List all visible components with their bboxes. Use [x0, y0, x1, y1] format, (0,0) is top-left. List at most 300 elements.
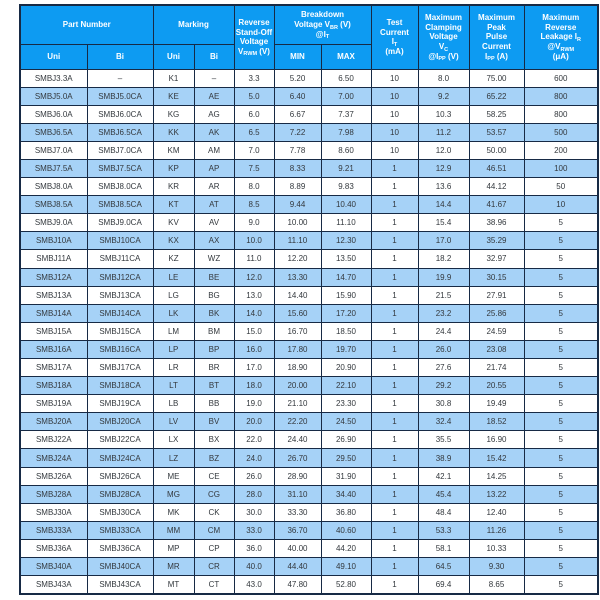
cell: 24.59 — [469, 322, 524, 340]
cell: 14.4 — [418, 196, 469, 214]
test-current-header: Test Current $I_T$ (mA) — [371, 5, 418, 69]
cell: SMBJ43CA — [87, 576, 153, 594]
cell: 5 — [524, 268, 598, 286]
cell: 7.37 — [321, 105, 371, 123]
table-row — [20, 268, 598, 286]
cell: 5 — [524, 250, 598, 268]
cell: 44.20 — [321, 539, 371, 557]
cell: 9.30 — [469, 558, 524, 576]
cell: SMBJ19CA — [87, 395, 153, 413]
cell: 20.0 — [234, 413, 274, 431]
cell: LZ — [153, 449, 194, 467]
cell: 13.30 — [274, 268, 321, 286]
cell: SMBJ6.0A — [20, 105, 87, 123]
cell: 9.0 — [234, 214, 274, 232]
table-row — [20, 413, 598, 431]
cell: 7.5 — [234, 159, 274, 177]
cell: SMBJ7.5CA — [87, 159, 153, 177]
cell: SMBJ43A — [20, 576, 87, 594]
cell: K1 — [153, 69, 194, 87]
cell: 1 — [371, 214, 418, 232]
table-header — [20, 5, 598, 69]
cell: AG — [194, 105, 234, 123]
cell: BP — [194, 340, 234, 358]
cell: 18.0 — [234, 377, 274, 395]
table-row — [20, 69, 598, 87]
cell: BR — [194, 359, 234, 377]
cell: 6.5 — [234, 123, 274, 141]
cell: 7.00 — [321, 87, 371, 105]
cell: SMBJ24A — [20, 449, 87, 467]
cell: LK — [153, 304, 194, 322]
cell: 1 — [371, 232, 418, 250]
cell: 14.0 — [234, 304, 274, 322]
table-row — [20, 539, 598, 557]
cell: 1 — [371, 485, 418, 503]
cell: SMBJ11A — [20, 250, 87, 268]
cell: 8.65 — [469, 576, 524, 594]
cell: 16.70 — [274, 322, 321, 340]
cell: 21.74 — [469, 359, 524, 377]
cell: 6.40 — [274, 87, 321, 105]
cell: 41.67 — [469, 196, 524, 214]
cell: 50.00 — [469, 141, 524, 159]
cell: 14.40 — [274, 286, 321, 304]
cell: 1 — [371, 431, 418, 449]
cell: SMBJ5.0CA — [87, 87, 153, 105]
cell: SMBJ36CA — [87, 539, 153, 557]
cell: 35.29 — [469, 232, 524, 250]
cell: 1 — [371, 467, 418, 485]
cell: 14.70 — [321, 268, 371, 286]
cell: BM — [194, 322, 234, 340]
cell: 19.49 — [469, 395, 524, 413]
cell: 36.80 — [321, 503, 371, 521]
cell: 26.90 — [321, 431, 371, 449]
cell: SMBJ9.0A — [20, 214, 87, 232]
cell: MK — [153, 503, 194, 521]
cell: 10 — [371, 141, 418, 159]
cell: BE — [194, 268, 234, 286]
cell: BT — [194, 377, 234, 395]
cell: AK — [194, 123, 234, 141]
cell: LG — [153, 286, 194, 304]
cell: 40.00 — [274, 539, 321, 557]
cell: 8.0 — [234, 178, 274, 196]
cell: SMBJ8.5A — [20, 196, 87, 214]
cell: 46.51 — [469, 159, 524, 177]
table-row — [20, 449, 598, 467]
part-bi-header: Bi — [87, 44, 153, 69]
cell: 3.3 — [234, 69, 274, 87]
cell: 50 — [524, 178, 598, 196]
cell: 5 — [524, 304, 598, 322]
cell: LR — [153, 359, 194, 377]
cell: 16.90 — [469, 431, 524, 449]
cell: SMBJ14CA — [87, 304, 153, 322]
cell: 5 — [524, 340, 598, 358]
cell: 12.9 — [418, 159, 469, 177]
cell: 27.6 — [418, 359, 469, 377]
table-row — [20, 250, 598, 268]
cell: BG — [194, 286, 234, 304]
table-row — [20, 159, 598, 177]
cell: MT — [153, 576, 194, 594]
cell: AM — [194, 141, 234, 159]
cell: 9.21 — [321, 159, 371, 177]
cell: 11.2 — [418, 123, 469, 141]
cell: 10 — [371, 123, 418, 141]
cell: 10.40 — [321, 196, 371, 214]
cell: SMBJ5.0A — [20, 87, 87, 105]
cell: 44.12 — [469, 178, 524, 196]
cell: SMBJ7.5A — [20, 159, 87, 177]
peak-pulse-current-header: Maximum Peak Pulse Current $I_{PP}$ (A) — [469, 5, 524, 69]
cell: 8.5 — [234, 196, 274, 214]
cell: 42.1 — [418, 467, 469, 485]
cell: 100 — [524, 159, 598, 177]
cell: 1 — [371, 322, 418, 340]
cell: SMBJ17CA — [87, 359, 153, 377]
cell: SMBJ6.5A — [20, 123, 87, 141]
cell: BV — [194, 413, 234, 431]
cell: SMBJ30CA — [87, 503, 153, 521]
cell: 20.00 — [274, 377, 321, 395]
cell: 23.08 — [469, 340, 524, 358]
cell: 58.25 — [469, 105, 524, 123]
spec-table — [19, 4, 599, 595]
cell: SMBJ24CA — [87, 449, 153, 467]
cell: 11.0 — [234, 250, 274, 268]
cell: 52.80 — [321, 576, 371, 594]
cell: 23.30 — [321, 395, 371, 413]
cell: 29.2 — [418, 377, 469, 395]
cell: 1 — [371, 178, 418, 196]
cell: BK — [194, 304, 234, 322]
cell: 13.0 — [234, 286, 274, 304]
cell: SMBJ22CA — [87, 431, 153, 449]
cell: LB — [153, 395, 194, 413]
cell: 8.0 — [418, 69, 469, 87]
cell: 1 — [371, 413, 418, 431]
cell: AX — [194, 232, 234, 250]
cell: 32.97 — [469, 250, 524, 268]
cell: 5 — [524, 322, 598, 340]
cell: 1 — [371, 503, 418, 521]
cell: 1 — [371, 159, 418, 177]
table-row — [20, 485, 598, 503]
cell: MG — [153, 485, 194, 503]
cell: 600 — [524, 69, 598, 87]
cell: 40.60 — [321, 521, 371, 539]
cell: 200 — [524, 141, 598, 159]
cell: 5 — [524, 232, 598, 250]
table-row — [20, 105, 598, 123]
cell: – — [194, 69, 234, 87]
cell: 14.25 — [469, 467, 524, 485]
cell: CM — [194, 521, 234, 539]
cell: AE — [194, 87, 234, 105]
cell: 35.5 — [418, 431, 469, 449]
cell: 5 — [524, 431, 598, 449]
cell: SMBJ7.0CA — [87, 141, 153, 159]
cell: SMBJ13CA — [87, 286, 153, 304]
cell: 24.4 — [418, 322, 469, 340]
reverse-standoff-header: Reverse Stand-Off Voltage $V_{RWM}$ (V) — [234, 5, 274, 69]
cell: 1 — [371, 250, 418, 268]
cell: 1 — [371, 576, 418, 594]
cell: LT — [153, 377, 194, 395]
cell: AT — [194, 196, 234, 214]
cell: 9.2 — [418, 87, 469, 105]
cell: SMBJ15A — [20, 322, 87, 340]
cell: 25.86 — [469, 304, 524, 322]
cell: SMBJ17A — [20, 359, 87, 377]
table-row — [20, 141, 598, 159]
cell: 5 — [524, 377, 598, 395]
cell: 31.10 — [274, 485, 321, 503]
cell: SMBJ8.0A — [20, 178, 87, 196]
part-uni-header: Uni — [20, 44, 87, 69]
cell: 1 — [371, 268, 418, 286]
cell: 31.90 — [321, 467, 371, 485]
cell: SMBJ26A — [20, 467, 87, 485]
cell: 1 — [371, 340, 418, 358]
cell: SMBJ40A — [20, 558, 87, 576]
cell: 10.33 — [469, 539, 524, 557]
cell: 53.3 — [418, 521, 469, 539]
cell: 10 — [371, 69, 418, 87]
cell: 5 — [524, 413, 598, 431]
table-row — [20, 521, 598, 539]
part-number-header: Part Number — [20, 5, 153, 44]
cell: SMBJ20CA — [87, 413, 153, 431]
cell: SMBJ30A — [20, 503, 87, 521]
cell: 36.70 — [274, 521, 321, 539]
cell: 11.10 — [321, 214, 371, 232]
cell: – — [87, 69, 153, 87]
cell: CT — [194, 576, 234, 594]
cell: SMBJ13A — [20, 286, 87, 304]
cell: SMBJ33CA — [87, 521, 153, 539]
cell: 19.9 — [418, 268, 469, 286]
cell: 26.0 — [234, 467, 274, 485]
cell: 5 — [524, 359, 598, 377]
cell: CR — [194, 558, 234, 576]
cell: 22.0 — [234, 431, 274, 449]
cell: LM — [153, 322, 194, 340]
cell: 5 — [524, 576, 598, 594]
cell: 8.60 — [321, 141, 371, 159]
cell: 32.4 — [418, 413, 469, 431]
cell: 22.20 — [274, 413, 321, 431]
cell: 18.50 — [321, 322, 371, 340]
cell: 24.40 — [274, 431, 321, 449]
cell: 15.90 — [321, 286, 371, 304]
cell: 28.0 — [234, 485, 274, 503]
cell: 17.80 — [274, 340, 321, 358]
cell: KE — [153, 87, 194, 105]
cell: 5.0 — [234, 87, 274, 105]
cell: 5 — [524, 286, 598, 304]
cell: SMBJ36A — [20, 539, 87, 557]
cell: 15.0 — [234, 322, 274, 340]
cell: 47.80 — [274, 576, 321, 594]
cell: SMBJ3.3A — [20, 69, 87, 87]
cell: 1 — [371, 286, 418, 304]
cell: 6.67 — [274, 105, 321, 123]
cell: 48.4 — [418, 503, 469, 521]
cell: 33.0 — [234, 521, 274, 539]
cell: LP — [153, 340, 194, 358]
cell: 19.0 — [234, 395, 274, 413]
cell: 16.0 — [234, 340, 274, 358]
marking-header: Marking — [153, 5, 234, 44]
cell: KR — [153, 178, 194, 196]
table-row — [20, 576, 598, 594]
cell: 40.0 — [234, 558, 274, 576]
cell: 5 — [524, 558, 598, 576]
table-row — [20, 304, 598, 322]
cell: 7.78 — [274, 141, 321, 159]
cell: 58.1 — [418, 539, 469, 557]
cell: 12.30 — [321, 232, 371, 250]
table-row — [20, 377, 598, 395]
cell: KM — [153, 141, 194, 159]
cell: 21.10 — [274, 395, 321, 413]
cell: CK — [194, 503, 234, 521]
cell: 5 — [524, 214, 598, 232]
cell: 34.40 — [321, 485, 371, 503]
cell: SMBJ26CA — [87, 467, 153, 485]
cell: 13.22 — [469, 485, 524, 503]
cell: 26.0 — [418, 340, 469, 358]
cell: CE — [194, 467, 234, 485]
cell: 8.89 — [274, 178, 321, 196]
cell: MR — [153, 558, 194, 576]
cell: 15.42 — [469, 449, 524, 467]
cell: SMBJ8.5CA — [87, 196, 153, 214]
table-row — [20, 232, 598, 250]
cell: 30.15 — [469, 268, 524, 286]
cell: KG — [153, 105, 194, 123]
cell: 38.96 — [469, 214, 524, 232]
header-row-groups — [20, 5, 598, 44]
table-row — [20, 87, 598, 105]
cell: SMBJ12A — [20, 268, 87, 286]
cell: SMBJ28A — [20, 485, 87, 503]
cell: 17.20 — [321, 304, 371, 322]
cell: 10 — [371, 87, 418, 105]
cell: ME — [153, 467, 194, 485]
table-row — [20, 340, 598, 358]
cell: LV — [153, 413, 194, 431]
cell: 800 — [524, 87, 598, 105]
table-row — [20, 431, 598, 449]
cell: 30.8 — [418, 395, 469, 413]
cell: LX — [153, 431, 194, 449]
cell: 7.0 — [234, 141, 274, 159]
cell: SMBJ11CA — [87, 250, 153, 268]
cell: 24.50 — [321, 413, 371, 431]
cell: 65.22 — [469, 87, 524, 105]
cell: 5.20 — [274, 69, 321, 87]
cell: SMBJ40CA — [87, 558, 153, 576]
cell: 5 — [524, 485, 598, 503]
cell: SMBJ10CA — [87, 232, 153, 250]
reverse-leakage-header: Maximum Reverse Leakage $I_R$ $@V_{RWM}$ (μA) — [524, 5, 598, 69]
cell: 5 — [524, 449, 598, 467]
cell: 1 — [371, 539, 418, 557]
cell: SMBJ20A — [20, 413, 87, 431]
table-row — [20, 214, 598, 232]
cell: 5 — [524, 539, 598, 557]
cell: BX — [194, 431, 234, 449]
cell: 6.50 — [321, 69, 371, 87]
cell: 13.50 — [321, 250, 371, 268]
cell: MM — [153, 521, 194, 539]
cell: KT — [153, 196, 194, 214]
cell: SMBJ22A — [20, 431, 87, 449]
cell: 6.0 — [234, 105, 274, 123]
cell: 8.33 — [274, 159, 321, 177]
cell: 5 — [524, 467, 598, 485]
cell: 1 — [371, 395, 418, 413]
cell: CG — [194, 485, 234, 503]
cell: KZ — [153, 250, 194, 268]
cell: 28.90 — [274, 467, 321, 485]
table-row — [20, 178, 598, 196]
cell: 1 — [371, 377, 418, 395]
cell: SMBJ18CA — [87, 377, 153, 395]
table-row — [20, 322, 598, 340]
cell: 36.0 — [234, 539, 274, 557]
cell: 33.30 — [274, 503, 321, 521]
cell: 5 — [524, 395, 598, 413]
cell: 64.5 — [418, 558, 469, 576]
cell: 1 — [371, 359, 418, 377]
cell: 19.70 — [321, 340, 371, 358]
cell: 18.90 — [274, 359, 321, 377]
cell: 500 — [524, 123, 598, 141]
cell: 5 — [524, 521, 598, 539]
cell: 15.4 — [418, 214, 469, 232]
clamping-voltage-header: Maximum Clamping Voltage $V_C$ $@I_{PP}$ (V) — [418, 5, 469, 69]
cell: SMBJ9.0CA — [87, 214, 153, 232]
table-row — [20, 196, 598, 214]
cell: 21.5 — [418, 286, 469, 304]
cell: 17.0 — [234, 359, 274, 377]
cell: 10.3 — [418, 105, 469, 123]
cell: 1 — [371, 196, 418, 214]
cell: 38.9 — [418, 449, 469, 467]
cell: AR — [194, 178, 234, 196]
cell: 26.70 — [274, 449, 321, 467]
cell: 12.20 — [274, 250, 321, 268]
cell: 24.0 — [234, 449, 274, 467]
cell: SMBJ18A — [20, 377, 87, 395]
cell: 69.4 — [418, 576, 469, 594]
cell: 9.83 — [321, 178, 371, 196]
cell: 30.0 — [234, 503, 274, 521]
table-row — [20, 286, 598, 304]
cell: 10 — [371, 105, 418, 123]
cell: 1 — [371, 304, 418, 322]
table-row — [20, 467, 598, 485]
cell: 49.10 — [321, 558, 371, 576]
cell: KP — [153, 159, 194, 177]
cell: 13.6 — [418, 178, 469, 196]
